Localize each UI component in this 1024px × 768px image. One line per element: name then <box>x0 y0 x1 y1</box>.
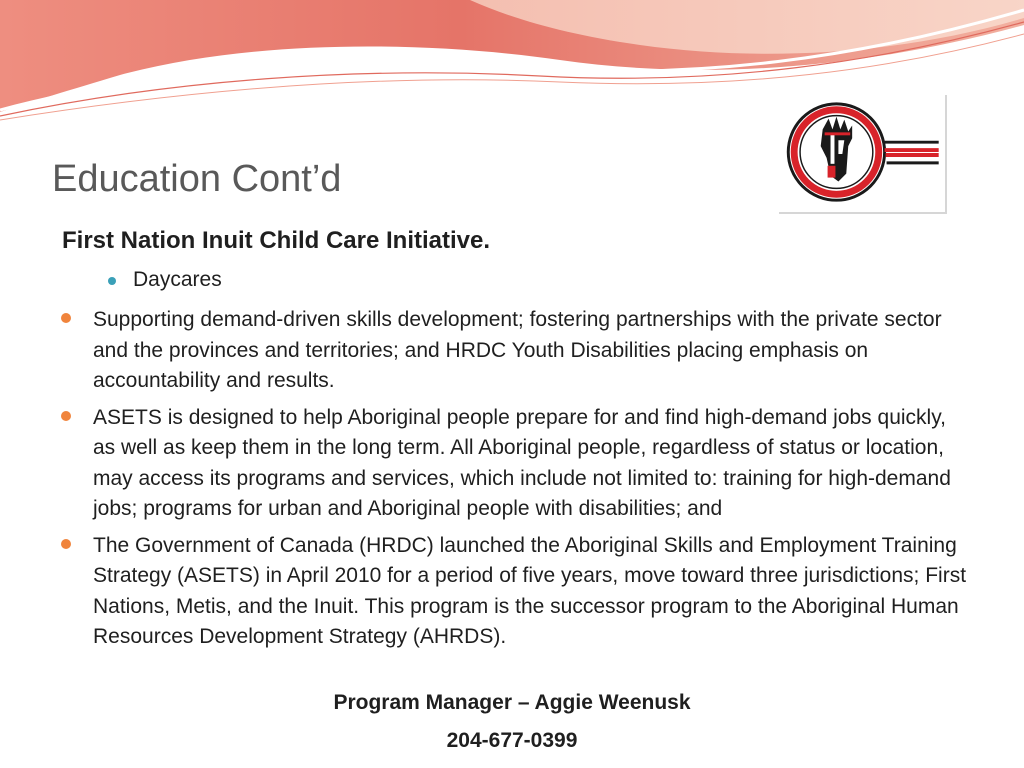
bullet-dot-icon <box>108 277 116 285</box>
subheading: First Nation Inuit Child Care Initiative. <box>62 227 491 254</box>
sub-bullet-item <box>108 268 222 292</box>
bullet-item <box>58 403 968 525</box>
sub-bullet-text: Daycares <box>133 268 222 291</box>
bullet-list <box>58 305 968 659</box>
bullet-item <box>58 531 968 653</box>
bullet-dot-icon <box>61 539 71 549</box>
bullet-item <box>58 305 968 397</box>
program-manager: Program Manager – Aggie Weenusk <box>333 691 691 714</box>
bullet-text: The Government of Canada (HRDC) launched the Aboriginal Skills and Employment Training Strategy (ASETS) in April 2010 for a period of five years, move toward three jurisdictions; First Nations, Metis, and the Inuit. This program is the successor program to the Aboriginal Human Resources Development Strategy (AHRDS). <box>93 533 967 648</box>
slide-title: Education Cont’d <box>52 158 342 200</box>
bullet-dot-icon <box>61 411 71 421</box>
phone-number: 204-677-0399 <box>446 729 578 752</box>
bullet-text: ASETS is designed to help Aboriginal people prepare for and find high-demand jobs quickly, as well as keep them in the long term. All Aboriginal people, regardless of status or location, may access its programs and services, which include not limited to: training for high-demand jobs; programs for urban and Aboriginal people with disabilities; and <box>93 405 951 520</box>
chief-headdress-logo-icon <box>779 95 945 212</box>
bullet-dot-icon <box>61 313 71 323</box>
bullet-text: Supporting demand-driven skills development; fostering partnerships with the private sector and the provinces and territories; and HRDC Youth Disabilities placing emphasis on accountability and results. <box>93 308 942 392</box>
chief-headdress-logo <box>779 95 947 214</box>
